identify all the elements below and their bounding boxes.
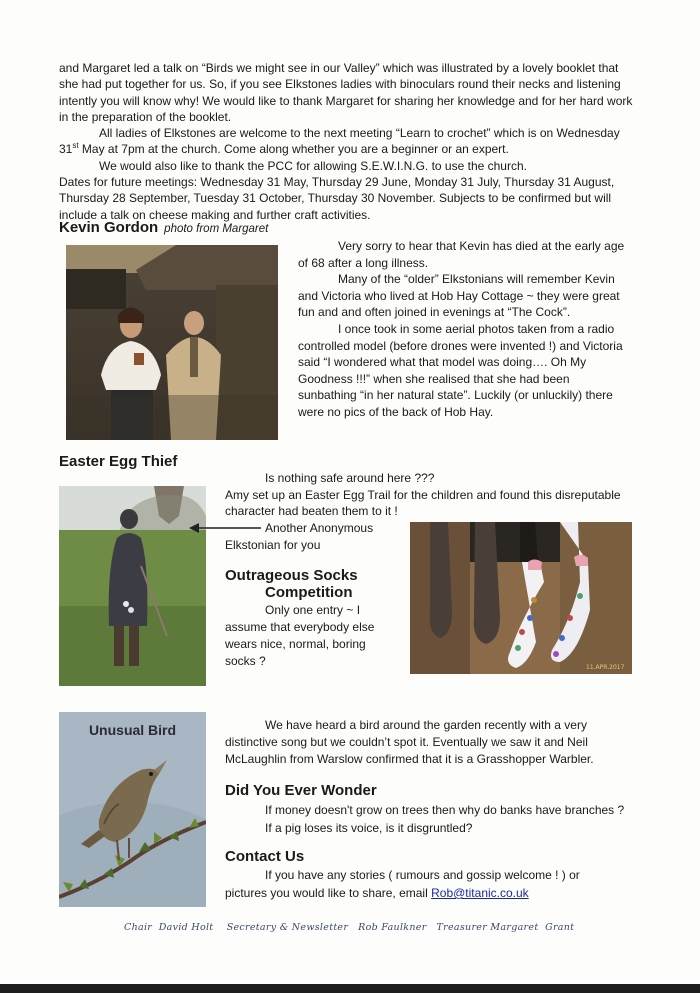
contact-email-link[interactable]: Rob@titanic.co.uk — [431, 886, 529, 900]
bottom-rule — [0, 984, 700, 993]
photo-credit: photo from Margaret — [164, 223, 269, 235]
contact-heading: Contact Us — [225, 848, 305, 865]
kevin-heading: Kevin Gordon photo from Margaret — [59, 219, 269, 236]
socks-photo — [410, 522, 632, 674]
photo-date-stamp: 11.APR.2017 — [586, 664, 625, 671]
kevin-paragraph-2: Many of the “older” Elkstonians will remember Kevin and Victoria who lived at Hob Hay Cottage ~ they were great fun and and often joined in evenings at “The Cock”. — [298, 272, 620, 320]
egg-thief-photo — [59, 486, 206, 686]
wonder-line-2: If a pig loses its voice, is it disgruntled? — [265, 821, 473, 835]
kevin-paragraph-3: I once took in some aerial photos taken from a radio controlled model (before drones were invented !) and Victoria said “I wondered what that model was doing…. Oh My Goodness !!!” when she realised that she had been sunbathing “in her natural state”. Luckily (or unluckily) there were no pics of the back of Hob Hay. — [298, 321, 623, 419]
footer-credits: Chair David Holt Secretary & Newsletter Rob Faulkner Treasurer Margaret Grant — [124, 922, 575, 933]
wonder-line-1: If money doesn't grow on trees then why do banks have branches ? — [265, 803, 625, 817]
intro-paragraph-1: and Margaret led a talk on “Birds we might see in our Valley” which was illustrated by a lovely booklet that she had put together for us. So, if you see Elkstones ladies with binoculars round their necks and listening intently you will know why! We would like to thank Margaret for sharing her knowledge and for her hard work in the preparation of the booklet. — [59, 61, 633, 124]
wonder-heading: Did You Ever Wonder — [225, 782, 377, 799]
bird-text: We have heard a bird around the garden recently with a very distinctive song but we couldn’t spot it. Eventually we saw it and Neil McLaughlin from Warslow confirmed that it is a Grasshopper Warbler. — [225, 718, 594, 766]
kevin-text — [298, 238, 631, 421]
intro-section — [59, 60, 641, 223]
ordinal-suffix: st — [72, 141, 79, 151]
socks-title-1: Outrageous Socks — [225, 567, 358, 584]
kevin-victoria-photo — [66, 245, 278, 440]
easter-line-1: Is nothing safe around here ??? — [265, 471, 435, 485]
socks-text: Only one entry ~ I assume that everybody else wears nice, normal, boring socks ? — [225, 603, 375, 668]
intro-paragraph-4: Dates for future meetings: Wednesday 31 May, Thursday 29 June, Monday 31 July, Thursday 31 August, Thursday 28 September, Tuesday 31 October, Thursday 30 November. Subjects to be confirmed but will include a talk on cheese making and further craft activities. — [59, 175, 615, 222]
easter-line-3: Another Anonymous Elkstonian for you — [225, 521, 374, 552]
socks-title-2: Competition — [265, 584, 353, 601]
intro-paragraph-2: All ladies of Elkstones are welcome to the next meeting “Learn to crochet” which is on Wednesday 31st May at 7pm at the church. Come along whether you are a beginner or an expert. — [59, 126, 620, 157]
bird-image-label: Unusual Bird — [88, 722, 177, 738]
contact-text: If you have any stories ( rumours and gossip welcome ! ) or pictures you would like to share, email Rob@titanic.co.uk — [225, 868, 580, 900]
kevin-paragraph-1: Very sorry to hear that Kevin has died at the early age of 68 after a long illness. — [298, 239, 625, 270]
intro-paragraph-3: We would also like to thank the PCC for allowing S.E.W.I.N.G. to use the church. — [99, 158, 527, 173]
easter-line-2: Amy set up an Easter Egg Trail for the children and found this disreputable character had beaten them to it ! — [225, 488, 621, 519]
easter-heading: Easter Egg Thief — [59, 453, 178, 470]
socks-heading — [225, 567, 358, 601]
unusual-bird-image — [59, 712, 206, 907]
